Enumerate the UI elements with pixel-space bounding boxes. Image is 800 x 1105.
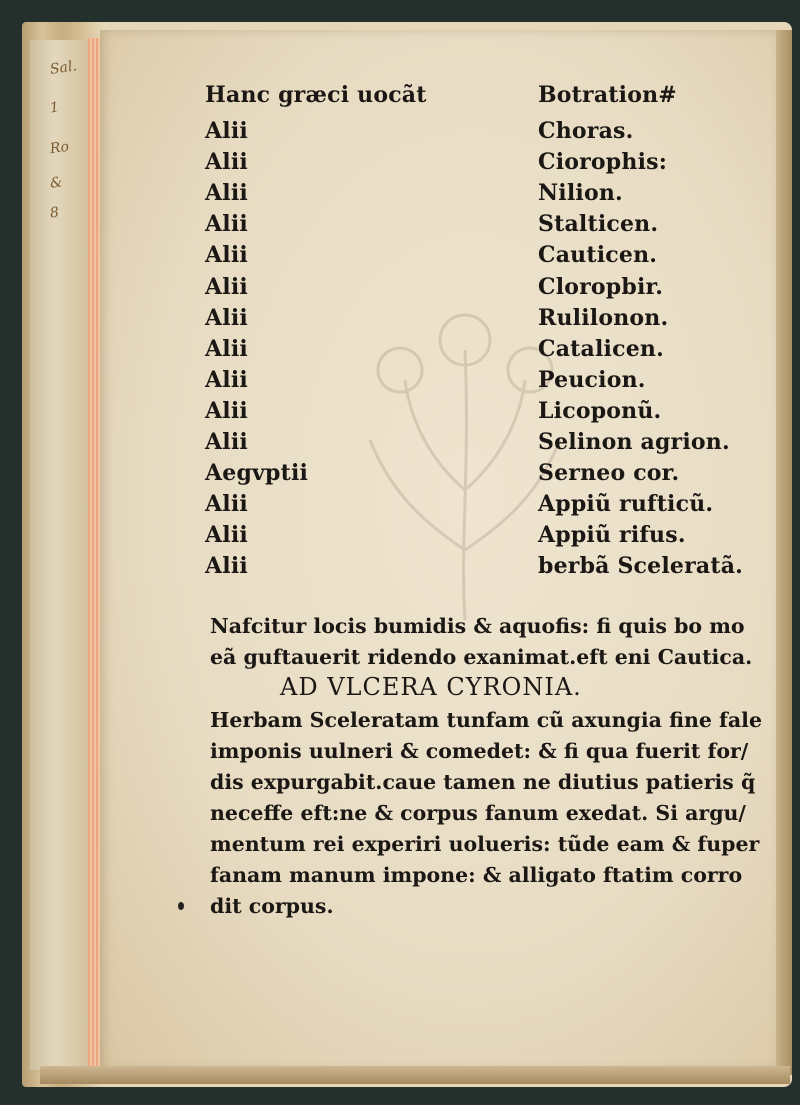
list-row-right: Appiũ rufticũ. xyxy=(538,491,714,518)
list-header-right: Botration# xyxy=(538,82,677,108)
list-row-right: Rulilonon. xyxy=(538,304,669,331)
list-row-right: berbã Sceleratã. xyxy=(538,553,744,580)
list-row-left: Alii xyxy=(205,522,248,549)
section-heading: AD VLCERA CYRONIA. xyxy=(280,673,582,701)
list-row-right: Catalicen. xyxy=(538,335,664,362)
paragraph-line: imponis uulneri & comedet: & fi qua fuerit for/ xyxy=(210,739,749,763)
list-row-left: Alii xyxy=(205,491,248,518)
list-row-left: Alii xyxy=(205,149,248,176)
list-row-left: Alii xyxy=(205,273,248,300)
list-row-right: Licoponũ. xyxy=(538,397,662,424)
paragraph-line: neceffe eft:ne & corpus fanum exedat. Si argu/ xyxy=(210,801,746,825)
margin-note: Sal. xyxy=(49,58,78,78)
list-row-left: Alii xyxy=(205,366,248,393)
right-edge xyxy=(776,30,792,1075)
paragraph-line: mentum rei experiri uolueris: tũde eam & fuper xyxy=(210,832,760,856)
list-row-right: Stalticen. xyxy=(538,211,659,238)
bottom-edge xyxy=(40,1066,790,1084)
paragraph-line: dit corpus. xyxy=(210,894,334,918)
list-row-left: Alii xyxy=(205,242,248,269)
paragraph-line: Nafcitur locis bumidis & aquofis: fi quis bo mo xyxy=(210,614,745,638)
list-row-right: Cloropbir. xyxy=(538,273,664,300)
list-row-right: Appiũ rifus. xyxy=(538,522,686,549)
list-row-right: Cauticen. xyxy=(538,242,658,269)
margin-note: Ro xyxy=(48,138,71,158)
margin-note: & xyxy=(48,174,64,192)
margin-note: 1 xyxy=(48,99,60,117)
list-row-left: Aegvptii xyxy=(205,460,309,487)
list-row-left: Alii xyxy=(205,429,248,455)
paragraph-line: fanam manum impone: & alligato ftatim corro xyxy=(210,863,743,887)
list-row-left: Alii xyxy=(205,118,248,144)
paragraph-line: Herbam Sceleratam tunfam cũ axungia fine fale xyxy=(210,708,762,732)
ink-spot xyxy=(178,902,184,910)
list-header-left: Hanc græci uocãt xyxy=(205,82,427,108)
list-row-left: Alii xyxy=(205,211,248,238)
list-row-right: Choras. xyxy=(538,118,634,144)
list-row-right: Peucion. xyxy=(538,366,646,393)
paragraph-line: dis expurgabit.caue tamen ne diutius patieris q̃ xyxy=(210,770,756,794)
cover-strip xyxy=(30,40,91,1070)
list-row-left: Alii xyxy=(205,397,248,424)
list-row-left: Alii xyxy=(205,335,248,362)
list-row-right: Nilion. xyxy=(538,180,623,207)
margin-note: 8 xyxy=(48,204,60,222)
list-row-right: Selinon agrion. xyxy=(538,429,730,455)
list-row-left: Alii xyxy=(205,180,248,207)
list-row-left: Alii xyxy=(205,304,248,331)
list-row-right: Serneo cor. xyxy=(538,460,680,487)
paragraph-line: eã guftauerit ridendo exanimat.eft eni Cautica. xyxy=(210,645,753,669)
list-row-right: Ciorophis: xyxy=(538,149,668,176)
list-row-left: Alii xyxy=(205,553,248,580)
